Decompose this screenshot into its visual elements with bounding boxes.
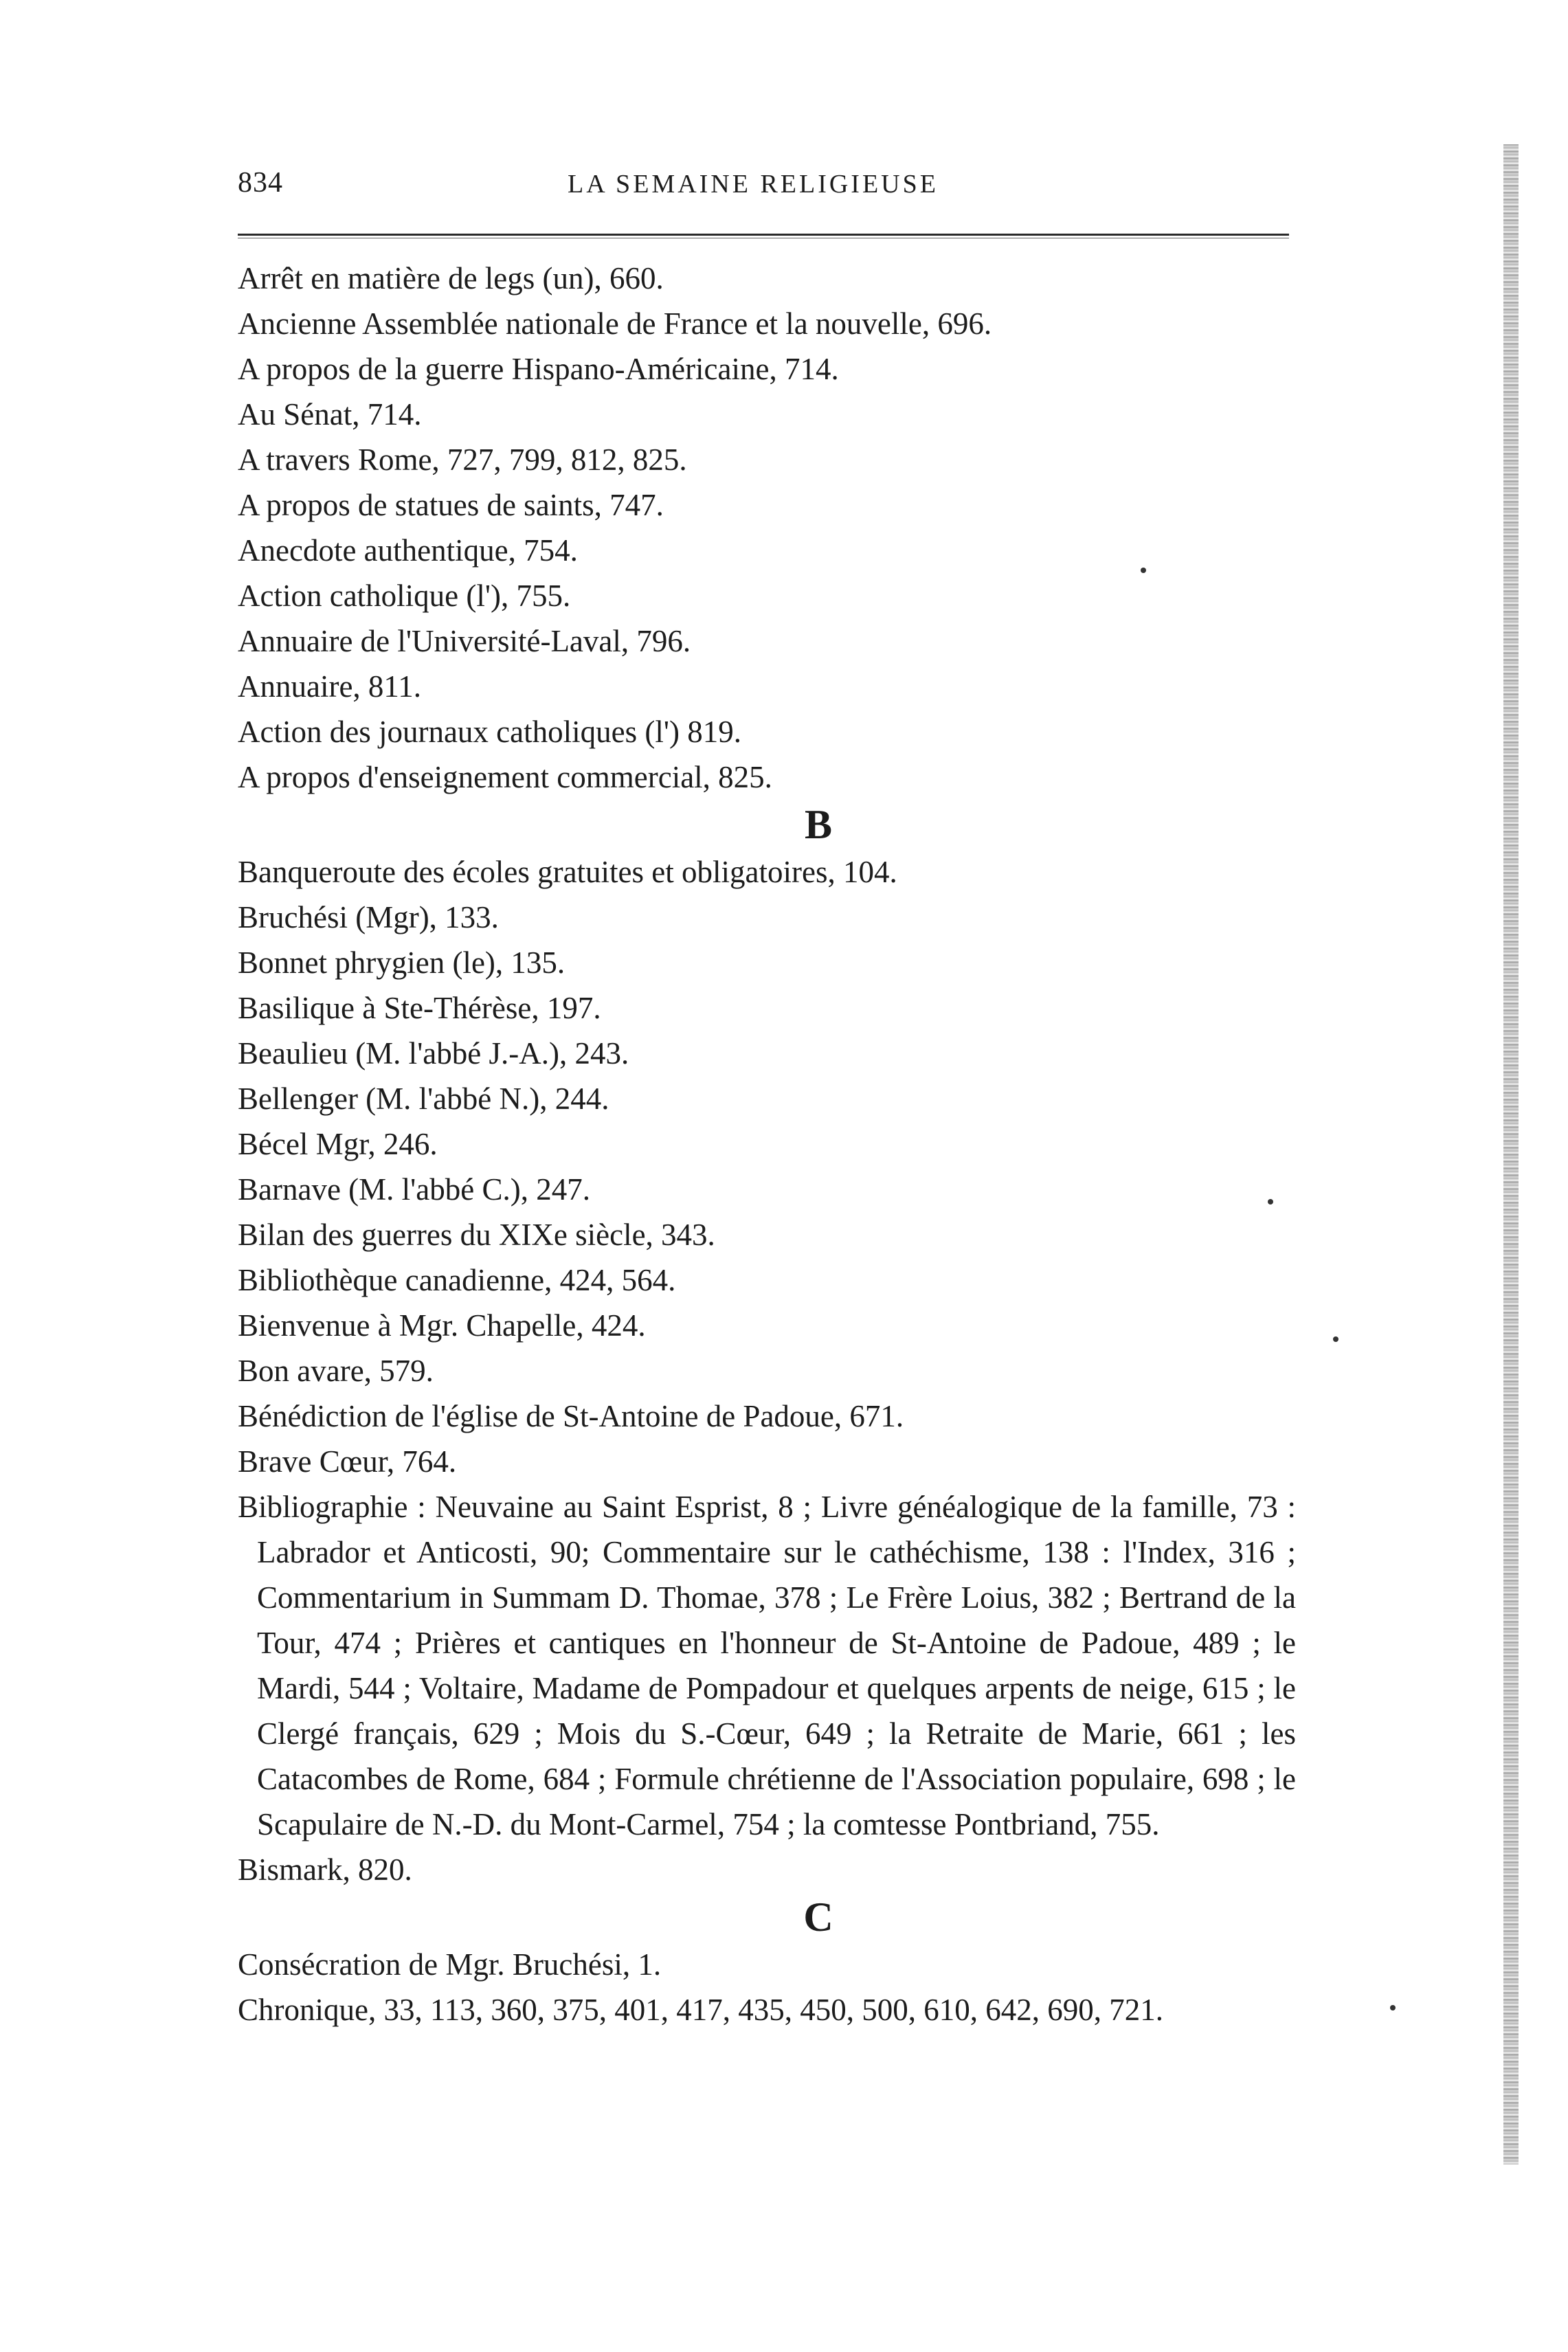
index-list: [238, 256, 1296, 2032]
index-entry: Bismark, 820.: [238, 1852, 412, 1887]
running-title: LA SEMAINE RELIGIEUSE: [568, 170, 939, 199]
scan-binding-edge: [1503, 144, 1519, 2164]
bibliographie-entry: Bibliographie : Neuvaine au Saint Esprist, 8 ; Livre généalogique de la famille, 73 : Labrador et Anticosti, 90; Commentaire sur le cathéchisme, 138 : l'Index, 316 ; Commentarium in Summam D. Thomae, 378 ; Le Frère Loius, 382 ; Bertrand de la Tour, 474 ; Prières et cantiques en l'honneur de St-Antoine de Padoue, 489 ; le Mardi, 544 ; Voltaire, Madame de Pompadour et quelques arpents de neige, 615 ; le Clergé français, 629 ; Mois du S.-Cœur, 649 ; la Retraite de Marie, 661 ; les Catacombes de Rome, 684 ; Formule chrétienne de l'Association populaire, 698 ; le Scapulaire de N.-D. du Mont-Carmel, 754 ; la comtesse Pontbriand, 755.: [238, 1490, 1296, 1841]
section-letter-c: C: [803, 1894, 833, 1940]
index-entry: A travers Rome, 727, 799, 812, 825.: [238, 443, 687, 477]
index-entry: Brave Cœur, 764.: [238, 1444, 457, 1479]
index-entry: A propos d'enseignement commercial, 825.: [238, 760, 772, 794]
index-entry: Annuaire, 811.: [238, 669, 422, 704]
index-entry: Barnave (M. l'abbé C.), 247.: [238, 1172, 590, 1207]
scan-speck: [1268, 1199, 1273, 1205]
index-entry: A propos de la guerre Hispano-Américaine, 714.: [238, 352, 839, 386]
page-number: 834: [238, 167, 283, 199]
index-entry: Bruchési (Mgr), 133.: [238, 900, 499, 934]
scan-speck: [1333, 1336, 1339, 1342]
index-entry: Au Sénat, 714.: [238, 397, 422, 432]
index-entry: Bellenger (M. l'abbé N.), 244.: [238, 1082, 609, 1116]
index-entry: Arrêt en matière de legs (un), 660.: [238, 261, 664, 295]
index-entry: Bénédiction de l'église de St-Antoine de Padoue, 671.: [238, 1399, 904, 1433]
scan-speck: [1390, 2005, 1396, 2011]
header-rule: [238, 234, 1289, 236]
index-entry: Banqueroute des écoles gratuites et obligatoires, 104.: [238, 855, 897, 889]
index-entry: Basilique à Ste-Thérèse, 197.: [238, 991, 601, 1025]
index-entry: Chronique, 33, 113, 360, 375, 401, 417, 435, 450, 500, 610, 642, 690, 721.: [238, 1993, 1164, 2027]
index-entry: Annuaire de l'Université-Laval, 796.: [238, 624, 691, 658]
page-header: [238, 166, 1289, 214]
index-entry: Bon avare, 579.: [238, 1354, 434, 1388]
index-entry: Beaulieu (M. l'abbé J.-A.), 243.: [238, 1036, 629, 1071]
index-entry: Ancienne Assemblée nationale de France et la nouvelle, 696.: [238, 306, 992, 341]
index-entry: Bienvenue à Mgr. Chapelle, 424.: [238, 1308, 646, 1343]
index-entry: Action des journaux catholiques (l') 819.: [238, 715, 741, 749]
index-entry: Action catholique (l'), 755.: [238, 579, 571, 613]
section-letter-b: B: [804, 802, 833, 847]
index-entry: A propos de statues de saints, 747.: [238, 488, 664, 522]
index-entry: Anecdote authentique, 754.: [238, 533, 578, 568]
scan-speck: [1141, 568, 1146, 573]
index-entry: Consécration de Mgr. Bruchési, 1.: [238, 1947, 662, 1982]
index-entry: Bonnet phrygien (le), 135.: [238, 945, 565, 980]
index-entry: Bilan des guerres du XIXe siècle, 343.: [238, 1218, 715, 1252]
index-entry: Bibliothèque canadienne, 424, 564.: [238, 1263, 676, 1297]
index-entry: Bécel Mgr, 246.: [238, 1127, 438, 1161]
